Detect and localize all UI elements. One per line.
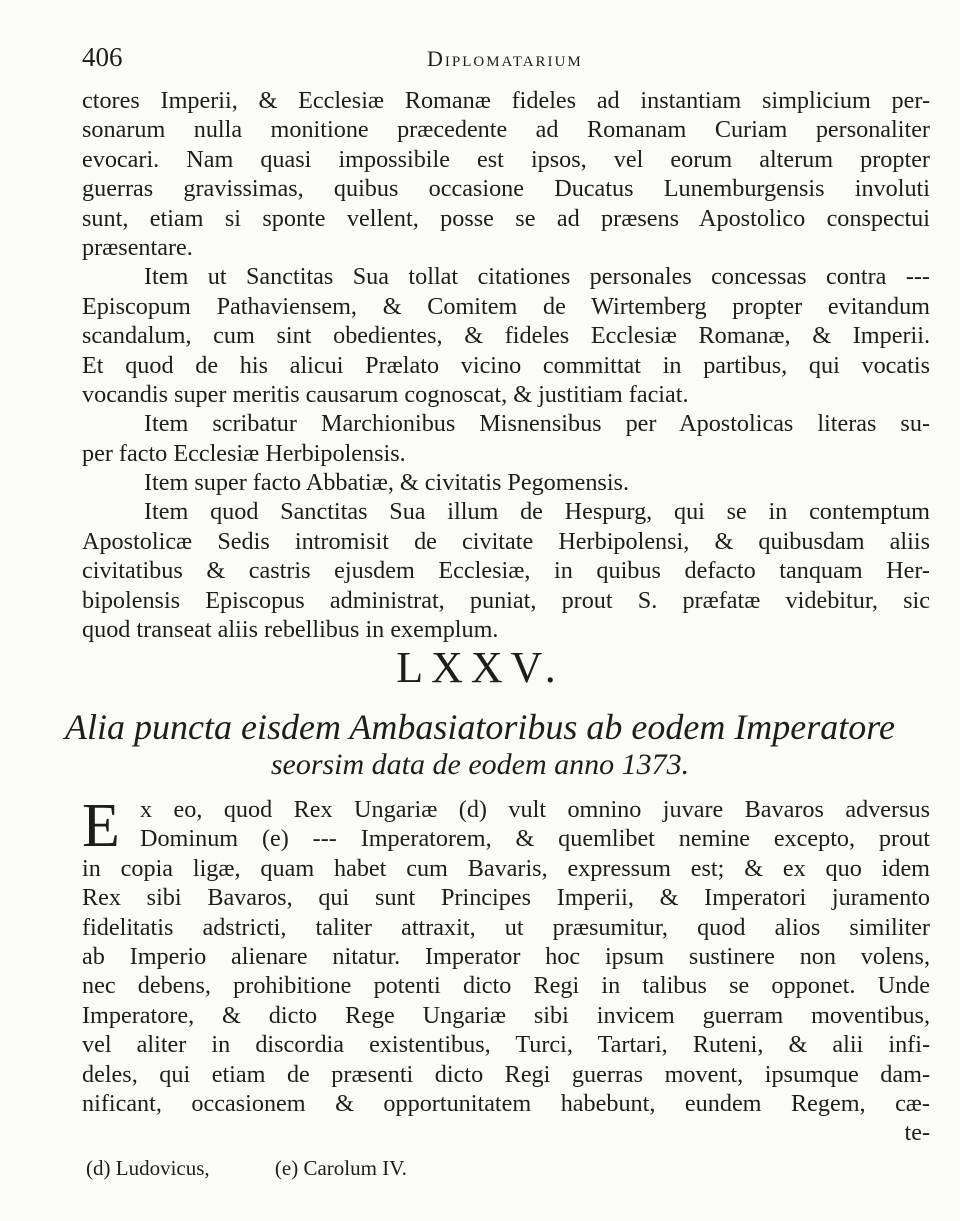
text-line: bipolensis Episcopus administrat, puniat, prout S. præfatæ videbitur, sic [82,586,930,614]
footnotes [86,1156,467,1181]
text-line: in copia ligæ, quam habet cum Bavaris, expressum est; & ex quo idem [82,854,930,882]
text-line: Item scribatur Marchionibus Misnensibus per Apostolicas literas su- [144,410,930,438]
text-line: fidelitatis adstricti, taliter attraxit, ut præsumitur, quod alios similiter [82,913,930,941]
text-line: evocari. Nam quasi impossibile est ipsos, vel eorum alterum propter [82,145,930,173]
text-line: ctores Imperii, & Ecclesiæ Romanæ fideles ad instantiam simplicium per- [82,87,930,114]
text-line: vocandis super meritis causarum cognoscat, & justitiam faciat. [82,380,689,408]
text-line: Episcopum Pathaviensem, & Comitem de Wirtemberg propter evitandum [82,292,930,320]
text-line: Item quod Sanctitas Sua illum de Hespurg, qui se in contemptum [144,498,930,526]
page-number: 406 [82,42,123,72]
text-line: Et quod de his alicui Prælato vicino committat in partibus, qui vocatis [82,351,930,379]
text-line: ab Imperio alienare nitatur. Imperator hoc ipsum sustinere non volens, [82,942,930,970]
text-line: x eo, quod Rex Ungariæ (d) vult omnino juvare Bavaros adversus [140,796,930,823]
text-line: Apostolicæ Sedis intromisit de civitate Herbipolensi, & quibusdam aliis [82,527,930,555]
text-line: nec debens, prohibitione potenti dicto Regi in talibus se opponet. Unde [82,972,930,1000]
text-line: Item ut Sanctitas Sua tollat citationes personales concessas contra --- [144,263,930,291]
text-line: Dominum (e) --- Imperatorem, & quemlibet nemine excepto, prout [140,825,930,853]
text-block-1 [82,86,930,644]
text-line: guerras gravissimas, quibus occasione Ducatus Lunemburgensis involuti [82,175,930,203]
text-block-2 [82,792,930,1148]
text-line: quod transeat aliis rebellibus in exemplum. [82,616,499,644]
catchword: te- [904,1119,930,1147]
text-line: vel aliter in discordia existentibus, Turci, Tartari, Ruteni, & alii infi- [82,1031,930,1059]
text-line: nificant, occasionem & opportunitatem habebunt, eundem Regem, cæ- [82,1089,930,1117]
footnote-e: (e) Carolum IV. [274,1156,407,1180]
page-header [82,42,920,82]
section-number: LXXV. [396,643,564,692]
footnote-d: (d) Ludovicus, [86,1156,210,1180]
text-line: per facto Ecclesiæ Herbipolensis. [82,439,406,467]
text-line: Rex sibi Bavaros, qui sunt Principes Imperii, & Imperatori juramento [82,884,930,912]
text-line: scandalum, cum sint obedientes, & fideles Ecclesiæ Romanæ, & Imperii. [82,322,930,350]
text-line: præsentare. [82,233,193,261]
section-subtitle: seorsim data de eodem anno 1373. [270,748,690,781]
text-line: sonarum nulla monitione præcedente ad Romanam Curiam personaliter [82,116,930,144]
running-head: Diplomatarium [427,46,583,71]
text-line: deles, qui etiam de præsenti dicto Regi guerras movent, ipsumque dam- [82,1060,930,1088]
text-line: Imperatore, & dicto Rege Ungariæ sibi invicem guerram moventibus, [82,1001,930,1029]
text-line: civitatibus & castris ejusdem Ecclesiæ, in quibus defacto tanquam Her- [82,557,930,585]
drop-cap: E [82,792,120,860]
text-line: sunt, etiam si sponte vellent, posse se ad præsens Apostolico conspectui [82,204,930,232]
text-line: Item super facto Abbatiæ, & civitatis Pegomensis. [144,469,630,497]
section-title: Alia puncta eisdem Ambasiatoribus ab eodem Imperatore [65,707,895,747]
